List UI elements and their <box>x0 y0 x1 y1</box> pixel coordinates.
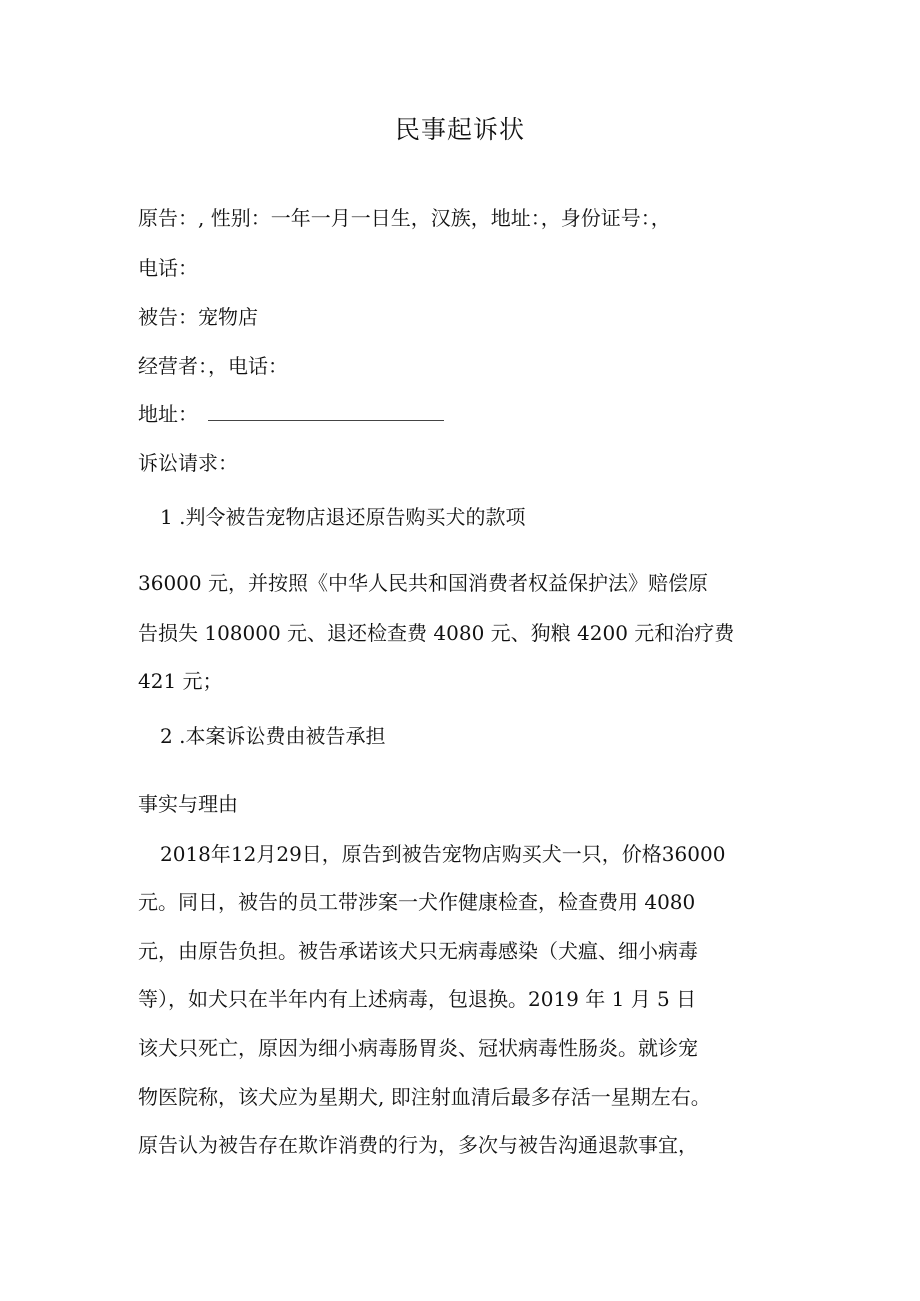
plaintiff-info-line1: 原告：, 性别：一年一月一日生，汉族，地址：，身份证号：， <box>138 206 671 230</box>
claim-1-line1: 1 .判令被告宠物店退还原告购买犬的款项 <box>160 505 526 529</box>
facts-line: 该犬只死亡，原因为细小病毒肠胃炎、冠状病毒性肠炎。就诊宠 <box>138 1036 698 1060</box>
claim-1-line2: 36000 元，并按照《中华人民共和国消费者权益保护法》赔偿原 <box>138 571 708 595</box>
facts-line: 等），如犬只在半年内有上述病毒，包退换。2019 年 1 月 5 日 <box>138 987 697 1011</box>
operator-line: 经营者：，电话： <box>138 354 288 378</box>
address-blank-underline <box>208 400 444 421</box>
document-title: 民事起诉状 <box>394 115 525 144</box>
facts-line: 物医院称，该犬应为星期犬, 即注射血清后最多存活一星期左右。 <box>138 1085 711 1109</box>
address-line <box>138 399 444 429</box>
claims-heading: 诉讼请求： <box>138 451 238 475</box>
plaintiff-info-line2: 电话： <box>138 256 198 280</box>
claim-1-line4: 421 元； <box>138 669 223 693</box>
claim-1-line3: 告损失 108000 元、退还检查费 4080 元、狗粮 4200 元和治疗费 <box>138 621 735 645</box>
facts-line: 元，由原告负担。被告承诺该犬只无病毒感染（犬瘟、细小病毒 <box>138 939 698 963</box>
facts-line: 元。同日，被告的员工带涉案一犬作健康检查，检查费用 4080 <box>138 890 696 914</box>
facts-line: 2018年12月29日，原告到被告宠物店购买犬一只，价格36000 <box>160 842 726 866</box>
claim-2-line: 2 .本案诉讼费由被告承担 <box>160 724 386 748</box>
facts-line: 原告认为被告存在欺诈消费的行为，多次与被告沟通退款事宜， <box>138 1133 698 1157</box>
address-label: 地址： <box>138 402 198 426</box>
facts-heading: 事实与理由 <box>138 792 238 816</box>
defendant-line: 被告：宠物店 <box>138 305 258 329</box>
